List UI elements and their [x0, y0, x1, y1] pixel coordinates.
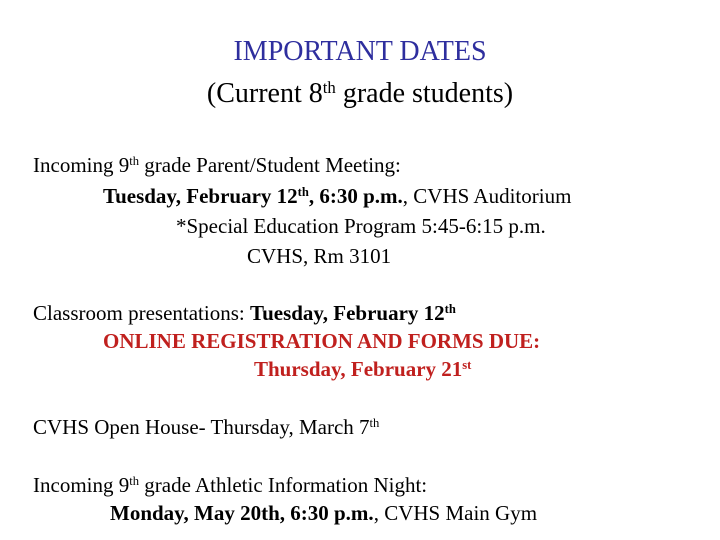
sped-program-line	[176, 213, 546, 239]
classroom-line	[33, 300, 456, 326]
classroom-label: Classroom presentations:	[33, 301, 250, 325]
sped-location-line	[247, 243, 391, 269]
classroom-date-suffix: th	[444, 302, 456, 317]
meeting-heading-end: grade Parent/Student Meeting:	[139, 153, 401, 177]
meeting-date-line	[103, 183, 571, 209]
open-house-suffix: th	[369, 416, 380, 431]
registration-date-start: Thursday, February 21	[254, 357, 463, 381]
athletic-heading-start: Incoming 9	[33, 473, 130, 497]
title-text: IMPORTANT DATES	[233, 36, 487, 67]
subtitle-text-start: (Current 8	[206, 78, 323, 109]
registration-heading-text: ONLINE REGISTRATION AND FORMS DUE:	[103, 329, 541, 353]
meeting-heading-suffix: th	[129, 154, 140, 169]
page-subtitle	[0, 78, 720, 110]
athletic-heading	[33, 472, 427, 498]
meeting-date-start: Tuesday, February 12	[103, 184, 298, 208]
meeting-location: , CVHS Auditorium	[402, 184, 572, 208]
athletic-date: Monday, May 20th, 6:30 p.m.	[110, 501, 374, 525]
meeting-heading	[33, 152, 401, 178]
subtitle-text-end: grade students)	[335, 78, 514, 109]
subtitle-ordinal-suffix: th	[322, 77, 336, 97]
athletic-heading-suffix: th	[129, 474, 140, 489]
meeting-date-suffix: th	[297, 185, 309, 200]
meeting-date	[103, 184, 403, 208]
athletic-location: , CVHS Main Gym	[373, 501, 538, 525]
meeting-date-end: , 6:30 p.m.	[308, 184, 403, 208]
meeting-heading-start: Incoming 9	[33, 153, 130, 177]
open-house-line	[33, 414, 379, 440]
open-house-text: CVHS Open House- Thursday, March 7	[33, 415, 370, 439]
athletic-heading-end: grade Athletic Information Night:	[139, 473, 428, 497]
athletic-date-line	[110, 500, 537, 526]
classroom-date	[250, 301, 456, 325]
registration-date	[254, 356, 471, 382]
page-title	[0, 36, 720, 68]
classroom-date-start: Tuesday, February 12	[249, 301, 445, 325]
registration-heading	[103, 328, 540, 354]
sped-program: *Special Education Program 5:45-6:15 p.m.	[176, 214, 546, 238]
registration-date-suffix: st	[462, 358, 472, 373]
sped-location: CVHS, Rm 3101	[247, 244, 392, 268]
